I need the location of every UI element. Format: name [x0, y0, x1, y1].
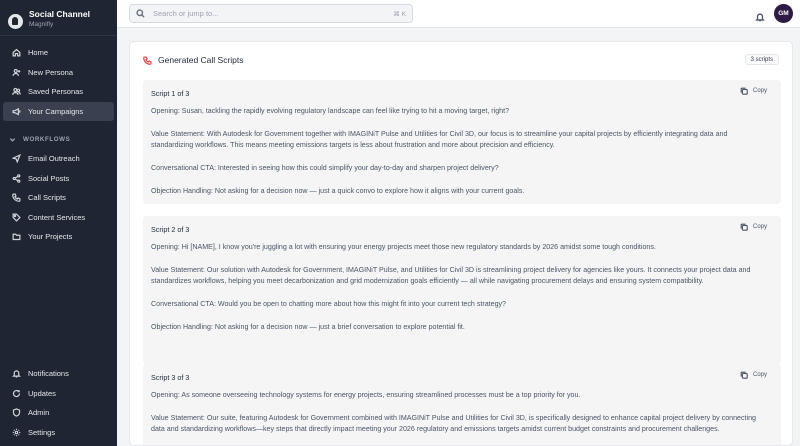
chevron-down-icon [9, 136, 16, 143]
sidebar-item-label: Home [28, 48, 49, 58]
script-body [151, 390, 771, 446]
sidebar-item-updates[interactable] [3, 384, 114, 404]
sidebar-item-label: Settings [28, 427, 56, 437]
script-body [151, 106, 771, 209]
gear-icon [11, 427, 21, 437]
main-nav [3, 43, 114, 121]
panel-title: Generated Call Scripts [158, 55, 244, 65]
sidebar-item-label: Saved Personas [28, 87, 84, 97]
search-box[interactable] [129, 4, 413, 23]
notifications-bell-icon[interactable] [755, 9, 765, 19]
search-shortcut-hint: ⌘ K [393, 10, 406, 18]
copy-icon [740, 371, 748, 379]
brand[interactable] [0, 0, 117, 32]
copy-label: Copy [752, 88, 767, 94]
sidebar-item-label: Content Services [28, 212, 86, 222]
copy-button[interactable] [740, 371, 767, 379]
home-icon [11, 48, 21, 58]
script-body [151, 242, 771, 345]
panel-header [130, 42, 792, 78]
sidebar-item-label: Your Campaigns [28, 106, 84, 116]
brand-name: Social Channel [29, 9, 90, 19]
sidebar-item-social-posts[interactable] [3, 169, 114, 189]
copy-button[interactable] [740, 87, 767, 95]
scripts-count-badge: 3 scripts [745, 54, 779, 65]
top-bar [117, 0, 800, 28]
sidebar-item-content-services[interactable] [3, 208, 114, 228]
sidebar-item-saved-personas[interactable] [3, 82, 114, 102]
copy-icon [740, 87, 748, 95]
send-icon [11, 154, 21, 164]
sidebar-item-email-outreach[interactable] [3, 149, 114, 169]
script-opening: Opening: As someone overseeing technology systems for energy projects, ensuring streamlined processes must be a top priority for you. [151, 391, 581, 399]
brand-subtitle: Magnifly [29, 21, 54, 28]
script-objection-handling: Objection Handling: Not asking for a decision now — just a brief conversation to explore potential fit. [151, 322, 465, 331]
sidebar-item-settings[interactable] [3, 423, 114, 443]
script-opening: Opening: Hi [NAME], I know you're juggling a lot with ensuring your energy projects meet those new regulatory standards by 2026 amidst some tough conditions. [151, 243, 656, 251]
shield-icon [11, 408, 21, 418]
sidebar-item-label: Notifications [28, 369, 69, 379]
script-title: Script 2 of 3 [151, 225, 190, 234]
sidebar-item-label: Call Scripts [28, 193, 66, 203]
script-objection-handling: Objection Handling: Not asking for a decision now — just a quick convo to explore how it aligns with your current goals. [151, 186, 525, 195]
bottom-nav [3, 364, 114, 442]
users-icon [11, 87, 21, 97]
workflows-nav [3, 149, 114, 247]
brand-logo-icon [8, 14, 23, 29]
search-icon [136, 9, 145, 18]
sidebar-item-call-scripts[interactable] [3, 188, 114, 208]
share-icon [11, 173, 21, 183]
workflows-section-toggle[interactable] [0, 132, 70, 146]
folder-icon [11, 232, 21, 242]
script-opening: Opening: Susan, tackling the rapidly evolving regulatory landscape can feel like trying to hit a moving target, right? [151, 107, 510, 115]
script-value-statement: Value Statement: Our solution with Autodesk for Government, IMAGINiT Pulse, and Utilities for Civil 3D is streamlining project delivery for agencies like yours. It connects your project data and standardizes workflows, helping you meet decarbonization and grid modernization goals efficiently — all while navigating procurement delays and ensuring system compatibility. [151, 265, 751, 286]
workflows-label: WORKFLOWS [23, 135, 71, 143]
script-card [143, 364, 781, 446]
script-title: Script 1 of 3 [151, 89, 190, 98]
sidebar-item-label: Updates [28, 388, 56, 398]
script-cta: Conversational CTA: Would you be open to chatting more about how this might fit into your current tech strategy? [151, 300, 507, 308]
bell-icon [11, 369, 21, 379]
copy-label: Copy [752, 372, 767, 378]
sidebar-item-label: Social Posts [28, 173, 70, 183]
sidebar-item-your-campaigns[interactable] [3, 102, 114, 122]
sidebar-item-your-projects[interactable] [3, 227, 114, 247]
copy-icon [740, 223, 748, 231]
copy-button[interactable] [740, 223, 767, 231]
script-title: Script 3 of 3 [151, 373, 190, 382]
script-value-statement: Value Statement: Our suite, featuring Autodesk for Government combined with IMAGINiT Pulse and Utilities for Civil 3D, is specifically designed to enhance capital project delivery by connecting data and standardizing workflows—key steps that directly impact meeting your 2026 regulatory and emissions targets amidst current budget constraints and procurement challenges. [151, 413, 756, 434]
sidebar-item-label: Your Projects [28, 232, 73, 242]
sidebar-item-label: Email Outreach [28, 154, 80, 164]
sidebar [0, 0, 117, 446]
sidebar-item-home[interactable] [3, 43, 114, 63]
megaphone-icon [11, 106, 21, 116]
sidebar-item-notifications[interactable] [3, 364, 114, 384]
phone-icon [143, 56, 152, 65]
sidebar-divider [0, 35, 117, 36]
script-value-statement: Value Statement: With Autodesk for Government together with IMAGINiT Pulse and Utilities for Civil 3D, our focus is to streamline your capital projects by efficiently integrating data and standardizing workflows. This means meeting emissions targets is less about frustration and more about precision and efficiency. [151, 129, 728, 150]
phone-icon [11, 193, 21, 203]
user-plus-icon [11, 67, 21, 77]
sidebar-item-new-persona[interactable] [3, 63, 114, 83]
script-card [143, 216, 781, 365]
copy-label: Copy [752, 224, 767, 230]
call-scripts-panel [129, 41, 793, 446]
sidebar-item-label: Admin [28, 408, 50, 418]
script-card [143, 80, 781, 204]
user-avatar[interactable]: GM [774, 4, 793, 23]
sidebar-item-label: New Persona [28, 67, 74, 77]
tag-icon [11, 212, 21, 222]
sidebar-item-admin[interactable] [3, 403, 114, 423]
script-cta: Conversational CTA: Interested in seeing how this could simplify your day-to-day and sharpen project delivery? [151, 164, 499, 172]
search-input[interactable] [153, 9, 393, 18]
refresh-icon [11, 388, 21, 398]
